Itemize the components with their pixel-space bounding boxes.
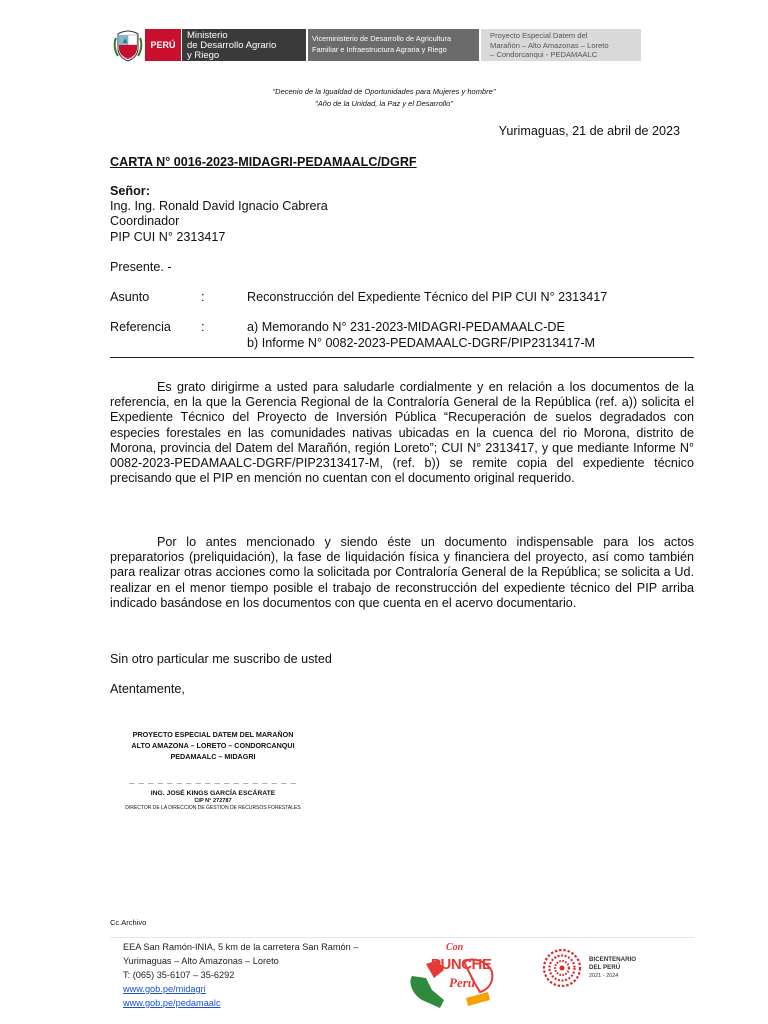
stamp-line-1: PROYECTO ESPECIAL DATEM DEL MARAÑON bbox=[132, 730, 294, 739]
con-punche-peru-logo bbox=[404, 942, 500, 1014]
closing-regards: Atentamente, bbox=[110, 682, 185, 696]
cc-archive: Cc.Archivo bbox=[110, 918, 147, 927]
footer-link-midagri[interactable]: www.gob.pe/midagri bbox=[123, 984, 206, 994]
footer-separator bbox=[110, 937, 694, 938]
signer-position: DIRECTOR DE LA DIRECCION DE GESTION DE RECURSOS FORESTALES bbox=[125, 805, 301, 811]
signature-stamp bbox=[110, 728, 316, 814]
body-paragraph-1: Es grato dirigirme a usted para saludarle cordialmente y en relación a los documentos de la referencia, en la que la Gerencia Regional de la Contraloría General de la República (ref. a)) solicita el Expediente Técnico del Proyecto de Inversión Pública “Recuperación de suelos degradados con especies forestales en las comunidades nativas ubicadas en la cuenca del rio Morona, distrito de Morona, provincia del Datem del Marañón, región Loreto”; CUI N° 2313417, y que mediante Informe N° 0082-2023-PEDAMAALC-DGRF/PIP2313417-M, (ref. b)) se remite copia del expediente técnico precisando que el PIP en mención no cuentan con el documento original requerido. bbox=[110, 380, 694, 486]
ministry-line: y Riego bbox=[187, 50, 220, 61]
project-badge bbox=[481, 29, 641, 61]
asunto-colon: : bbox=[201, 290, 205, 304]
bicentenario-emblem-icon bbox=[540, 946, 584, 990]
referencia-b: b) Informe N° 0082-2023-PEDAMAALC-DGRF/PIP2313417-M bbox=[247, 336, 596, 350]
viceministry-line: Familiar e Infraestructura Agraria y Riego bbox=[312, 45, 447, 54]
logo-punche: PUNCHE bbox=[431, 956, 492, 973]
recipient-name: Ing. Ing. Ronald David Ignacio Cabrera bbox=[110, 199, 328, 213]
asunto-text: Reconstrucción del Expediente Técnico del PIP CUI N° 2313417 bbox=[247, 290, 608, 304]
bicentenario-years: 2021 - 2024 bbox=[589, 973, 619, 979]
year-motto: "Año de la Unidad, la Paz y el Desarrollo" bbox=[315, 99, 453, 108]
referencia-a: a) Memorando N° 231-2023-MIDAGRI-PEDAMAALC-DE bbox=[247, 320, 565, 334]
viceministry-line: Viceministerio de Desarrollo de Agricultura bbox=[312, 34, 452, 43]
letter-number: CARTA N° 0016-2023-MIDAGRI-PEDAMAALC/DGRF bbox=[110, 155, 417, 169]
closing-line: Sin otro particular me suscribo de usted bbox=[110, 652, 332, 666]
logo-peru: Perú bbox=[449, 975, 475, 990]
country-label: PERÚ bbox=[150, 40, 176, 50]
signature-line: _ _ _ _ _ _ _ _ _ _ _ _ _ _ _ _ _ _ bbox=[129, 775, 297, 785]
bicentenario-line-2: DEL PERÚ bbox=[589, 964, 621, 971]
project-line: – Condorcanqui - PEDAMAALC bbox=[490, 50, 598, 59]
bicentenario-title bbox=[589, 956, 636, 980]
project-line: Proyecto Especial Datem del bbox=[490, 31, 588, 40]
peru-coat-of-arms-icon bbox=[113, 28, 143, 64]
project-line: Marañón – Alto Amazonas – Loreto bbox=[490, 40, 609, 50]
footer-address-1: EEA San Ramón-INIA, 5 km de la carretera San Ramón – bbox=[123, 942, 359, 952]
signer-cip: CIP N° 272787 bbox=[194, 798, 232, 804]
recipient-reference: PIP CUI N° 2313417 bbox=[110, 230, 226, 244]
decenio-title: "Decenio de la Igualdad de Oportunidades para Mujeres y hombre" bbox=[272, 87, 496, 96]
ministry-badge bbox=[182, 29, 306, 61]
stamp-line-3: PEDAMAALC – MIDAGRI bbox=[170, 752, 256, 761]
asunto-label: Asunto bbox=[110, 290, 150, 304]
ministry-line: de Desarrollo Agrario bbox=[187, 40, 277, 51]
peru-badge bbox=[145, 29, 181, 61]
stamp-line-2: ALTO AMAZONA – LORETO – CONDORCANQUI bbox=[131, 741, 295, 750]
referencia-label: Referencia bbox=[110, 320, 171, 334]
logo-con: Con bbox=[446, 942, 464, 953]
footer-phone: T: (065) 35-6107 – 35-6292 bbox=[123, 970, 235, 980]
ministry-line: Ministerio bbox=[187, 30, 228, 41]
place-date: Yurimaguas, 21 de abril de 2023 bbox=[498, 124, 680, 138]
footer-link-pedamaalc[interactable]: www.gob.pe/pedamaalc bbox=[123, 998, 221, 1008]
bicentenario-line-1: BICENTENARIO bbox=[589, 956, 637, 963]
recipient-role: Coordinador bbox=[110, 214, 180, 228]
salutation: Señor: bbox=[110, 184, 150, 198]
footer-address-2: Yurimaguas – Alto Amazonas – Loreto bbox=[123, 956, 279, 966]
referencia-colon: : bbox=[201, 320, 205, 334]
viceministry-badge bbox=[308, 29, 479, 61]
signer-name: ING. JOSÉ KINGS GARCÍA ESCÁRATE bbox=[150, 790, 276, 797]
presente-line: Presente. - bbox=[110, 260, 172, 274]
body-paragraph-2: Por lo antes mencionado y siendo éste un documento indispensable para los actos preparatorios (preliquidación), la fase de liquidación física y financiera del proyecto, así como también para realizar otras acciones como la solicitada por Contraloría General de la República; se solicita a Ud. realizar en el menor tiempo posible el trabajo de reconstrucción del expediente técnico del PIP arriba indicado basándose en los documentos con que cuenta en el acervo documentario. bbox=[110, 535, 694, 610]
separator-line bbox=[110, 357, 694, 358]
